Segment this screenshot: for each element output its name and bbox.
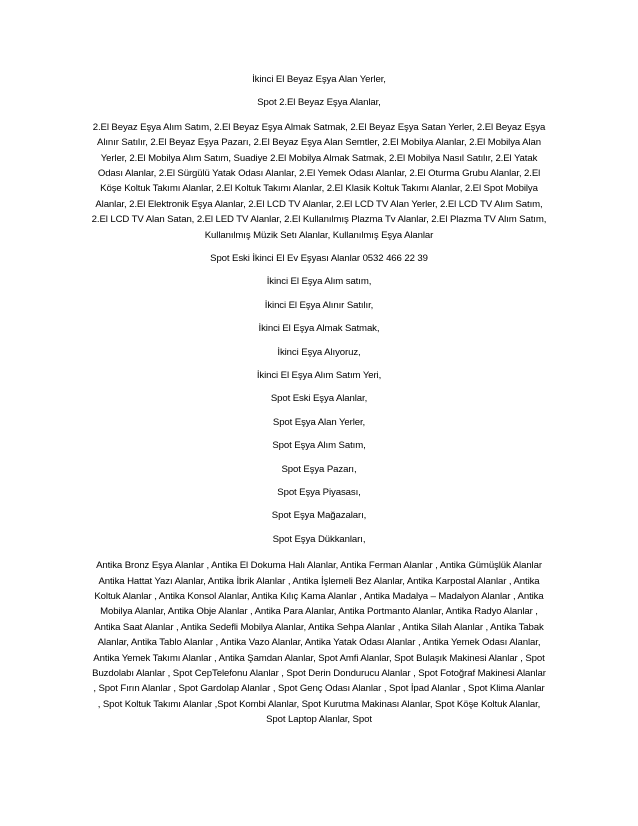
list-item: Spot Eşya Dükkanları, [272, 533, 366, 545]
paragraph-antika-spot-list: Antika Bronz Eşya Alanlar , Antika El Dokuma Halı Alanlar, Antika Ferman Alanlar , Antika Gümüşlük Alanlar Antika Hattat Yazı Alanlar, Antika İbrik Alanlar , Antika İşlemeli Bez Alanlar, Antika Karpostal Alanlar , Antika Koltuk Alanlar , Antika Konsol Alanlar, Antika Kılıç Kama Alanlar , Antika Madalya – Madalyon Alanlar , Antika Mobilya Alanlar, Antika Obje Alanlar , Antika Para Alanlar, Antika Portmanto Alanlar, Antika Radyo Alanlar , Antika Saat Alanlar , Antika Sedefli Mobilya Alanlar, Antika Sehpa Alanlar , Antika Silah Alanlar , Antika Tabak Alanlar, Antika Tablo Alanlar , Antika Vazo Alanlar, Antika Yatak Odası Alanlar , Antika Yemek Odası Alanlar, Antika Yemek Takımı Alanlar , Antika Şamdan Alanlar, Spot Amfi Alanlar, Spot Bulaşık Makinesi Alanlar , Spot Buzdolabı Alanlar , Spot CepTelefonu Alanlar , Spot Derin Dondurucu Alanlar , Spot Fotoğraf Makinesi Alanlar , Spot Fırın Alanlar , Spot Gardolap Alanlar , Spot Genç Odası Alanlar , Spot İpad Alanlar , Spot Klima Alanlar , Spot Koltuk Takımı Alanlar ,Spot Kombi Alanlar, Spot Kurutma Makinası Alanlar, Spot Köşe Koltuk Alanlar, Spot Laptop Alanlar, Spot [92, 560, 546, 726]
list-item: Spot Eşya Alan Yerler, [272, 416, 366, 428]
list-item: Spot Eşya Alım Satım, [272, 440, 366, 452]
list-item: Spot Eşya Pazarı, [281, 463, 357, 475]
list-item: İkinci El Eşya Alım Satım Yeri, [256, 369, 382, 381]
list-item: İkinci El Eşya Almak Satmak, [258, 323, 380, 335]
heading-spot-beyaz-esya-alanlar: Spot 2.El Beyaz Eşya Alanlar, [257, 97, 381, 109]
heading-beyaz-esya-alan-yerler: İkinci El Beyaz Eşya Alan Yerler, [252, 74, 386, 85]
paragraph-ikinci-el-list: 2.El Beyaz Eşya Alım Satım, 2.El Beyaz Eşya Almak Satmak, 2.El Beyaz Eşya Satan Yerler, 2.El Beyaz Eşya Alınır Satılır, 2.El Beyaz Eşya Pazarı, 2.El Beyaz Eşya Alan Semtler, 2.El Mobilya Alanlar, 2.El Mobilya Alan Yerler, 2.El Mobilya Alım Satım, Suadiye 2.El Mobilya Almak Satmak, 2.El Mobilya Nasıl Satılır, 2.El Yatak Odası Alanlar, 2.El Sürgülü Yatak Odası Alanlar, 2.El Yemek Odası Alanlar, 2.El Oturma Grubu Alanlar, 2.El Köşe Koltuk Takımı Alanlar, 2.El Koltuk Takımı Alanlar, 2.El Klasik Koltuk Takımı Alanlar, 2.El Spot Mobilya Alanlar, 2.El Elektronik Eşya Alanlar, 2.El LCD TV Alanlar, 2.El LCD TV Alan Yerler, 2.El LCD TV Alım Satım, 2.El LCD TV Alan Satan, 2.El LED TV Alanlar, 2.El Kullanılmış Plazma Tv Alanlar, 2.El Plazma TV Alım Satım, Kullanılmış Müzik Setı Alanlar, Kullanılmış Eşya Alanlar [91, 121, 547, 241]
list-item: Spot Eski Eşya Alanlar, [270, 393, 368, 405]
list-item: İkinci Eşya Alıyoruz, [277, 346, 361, 358]
list-item: İkinci El Eşya Alım satım, [266, 276, 372, 288]
phone-line: Spot Eski İkinci El Ev Eşyası Alanlar 0532 466 22 39 [210, 253, 428, 265]
document-page [91, 68, 547, 728]
list-item: Spot Eşya Mağazaları, [271, 510, 367, 522]
list-item: Spot Eşya Piyasası, [277, 486, 361, 498]
list-item: İkinci El Eşya Alınır Satılır, [264, 299, 374, 311]
